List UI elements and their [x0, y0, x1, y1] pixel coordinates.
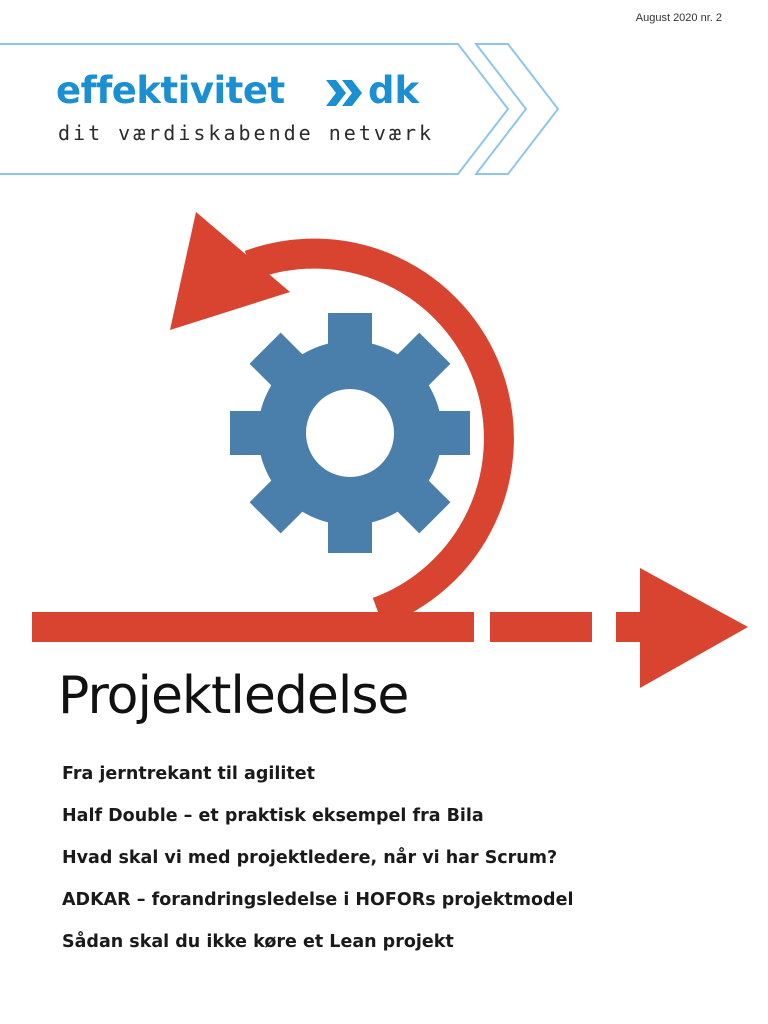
logo-suffix: dk	[368, 69, 420, 112]
article-list	[62, 762, 573, 972]
issue-label: August 2020 nr. 2	[635, 12, 722, 24]
list-item[interactable]: Hvad skal vi med projektledere, når vi har Scrum?	[62, 848, 558, 868]
list-item[interactable]: ADKAR – forandringsledelse i HOFORs projektmodel	[62, 890, 574, 910]
logo-tagline: dit værdiskabende netværk	[58, 121, 435, 145]
gear-icon	[230, 313, 470, 553]
logo-wordmark: effektivitet	[56, 69, 285, 112]
list-item[interactable]: Sådan skal du ikke køre et Lean projekt	[62, 932, 454, 952]
cover-illustration	[0, 190, 768, 700]
double-chevron-right-icon	[324, 78, 366, 108]
list-item[interactable]: Half Double – et praktisk eksempel fra Bila	[62, 806, 484, 826]
page-title: Projektledelse	[58, 666, 409, 726]
list-item[interactable]: Fra jerntrekant til agilitet	[62, 764, 315, 784]
